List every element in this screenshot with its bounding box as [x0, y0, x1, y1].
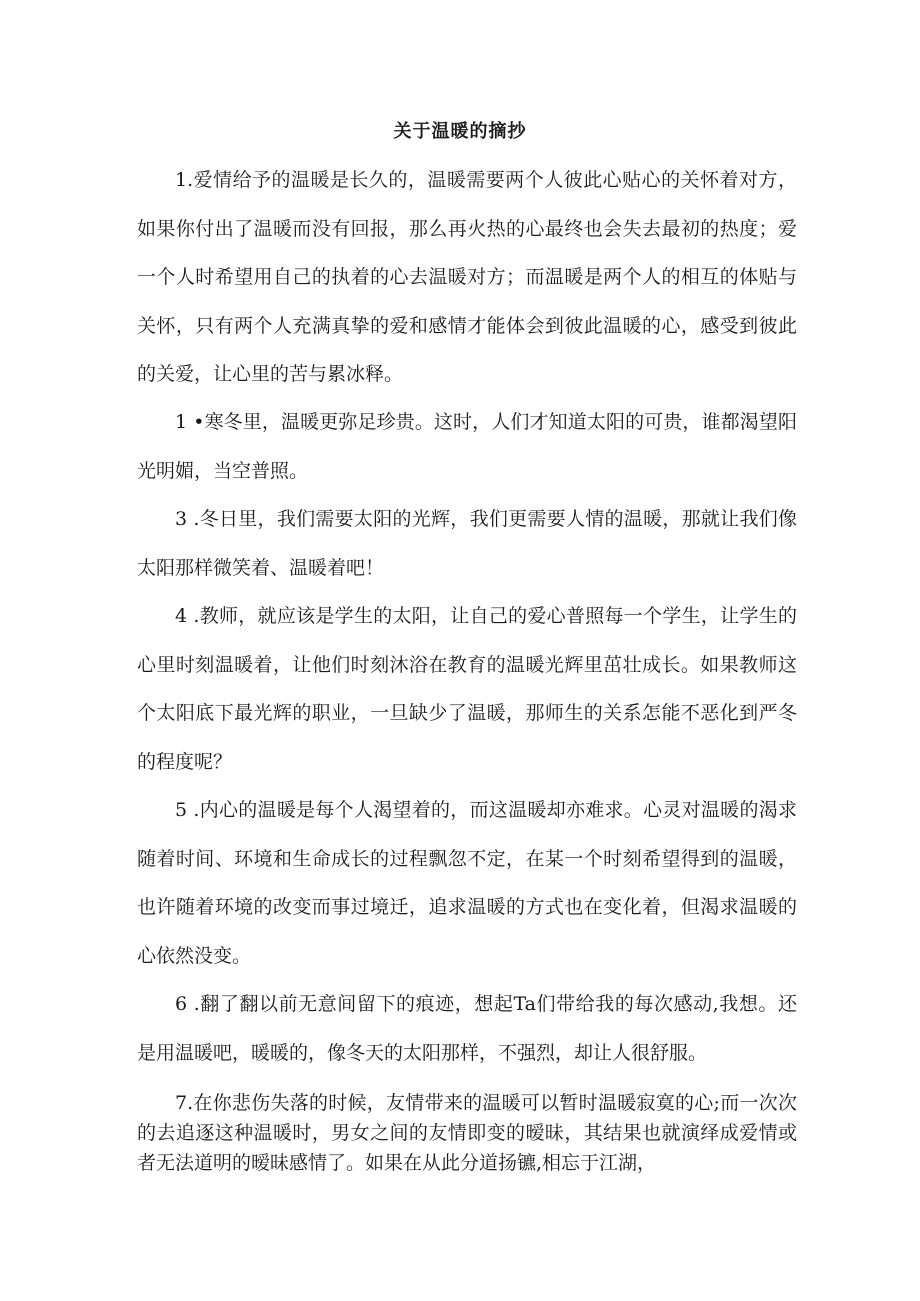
paragraph-6: 6 .翻了翻以前无意间留下的痕迹，想起Ta们带给我的每次感动,我想。还是用温暖吧，暖暖的，像冬天的太阳那样，不强烈，却让人很舒服。 [137, 993, 797, 1064]
paragraph-4: 4 .教师，就应该是学生的太阳，让自己的爱心普照每一个学生，让学生的心里时刻温暖着，让他们时刻沐浴在教育的温暖光辉里茁壮成长。如果教师这个太阳底下最光辉的职业，一旦缺少了温暖，那师生的关系怎能不恶化到严冬的程度呢？ [137, 605, 797, 773]
paragraph-7: 7.在你悲伤失落的时候，友情带来的温暖可以暂时温暖寂寞的心;而一次次的去追逐这种温暖时，男女之间的友情即变的暧昧，其结果也就演绎成爱情或者无法道明的暧昧感情了。如果在从此分道扬镳,相忘于江湖， [137, 1092, 797, 1174]
paragraph-5: 5 .内心的温暖是每个人渴望着的，而这温暖却亦难求。心灵对温暖的渴求随着时间、环境和生命成长的过程飘忽不定，在某一个时刻希望得到的温暖，也许随着环境的改变而事过境迁，追求温暖的方式也在变化着，但渴求温暖的心依然没变。 [137, 799, 797, 967]
page-title: 关于温暖的摘抄 [393, 121, 527, 142]
paragraph-3: 3 .冬日里，我们需要太阳的光辉，我们更需要人情的温暖，那就让我们像太阳那样微笑着、温暖着吧！ [137, 508, 797, 579]
paragraph-1: 1.爱情给予的温暖是长久的，温暖需要两个人彼此心贴心的关怀着对方，如果你付出了温暖而没有回报，那么再火热的心最终也会失去最初的热度；爱一个人时希望用自己的执着的心去温暖对方；而温暖是两个人的相互的体贴与关怀，只有两个人充满真挚的爱和感情才能体会到彼此温暖的心，感受到彼此的关爱，让心里的苦与累冰释。 [137, 169, 797, 385]
paragraph-2: 1 •寒冬里，温暖更弥足珍贵。这时，人们才知道太阳的可贵，谁都渴望阳光明媚，当空普照。 [137, 411, 797, 482]
